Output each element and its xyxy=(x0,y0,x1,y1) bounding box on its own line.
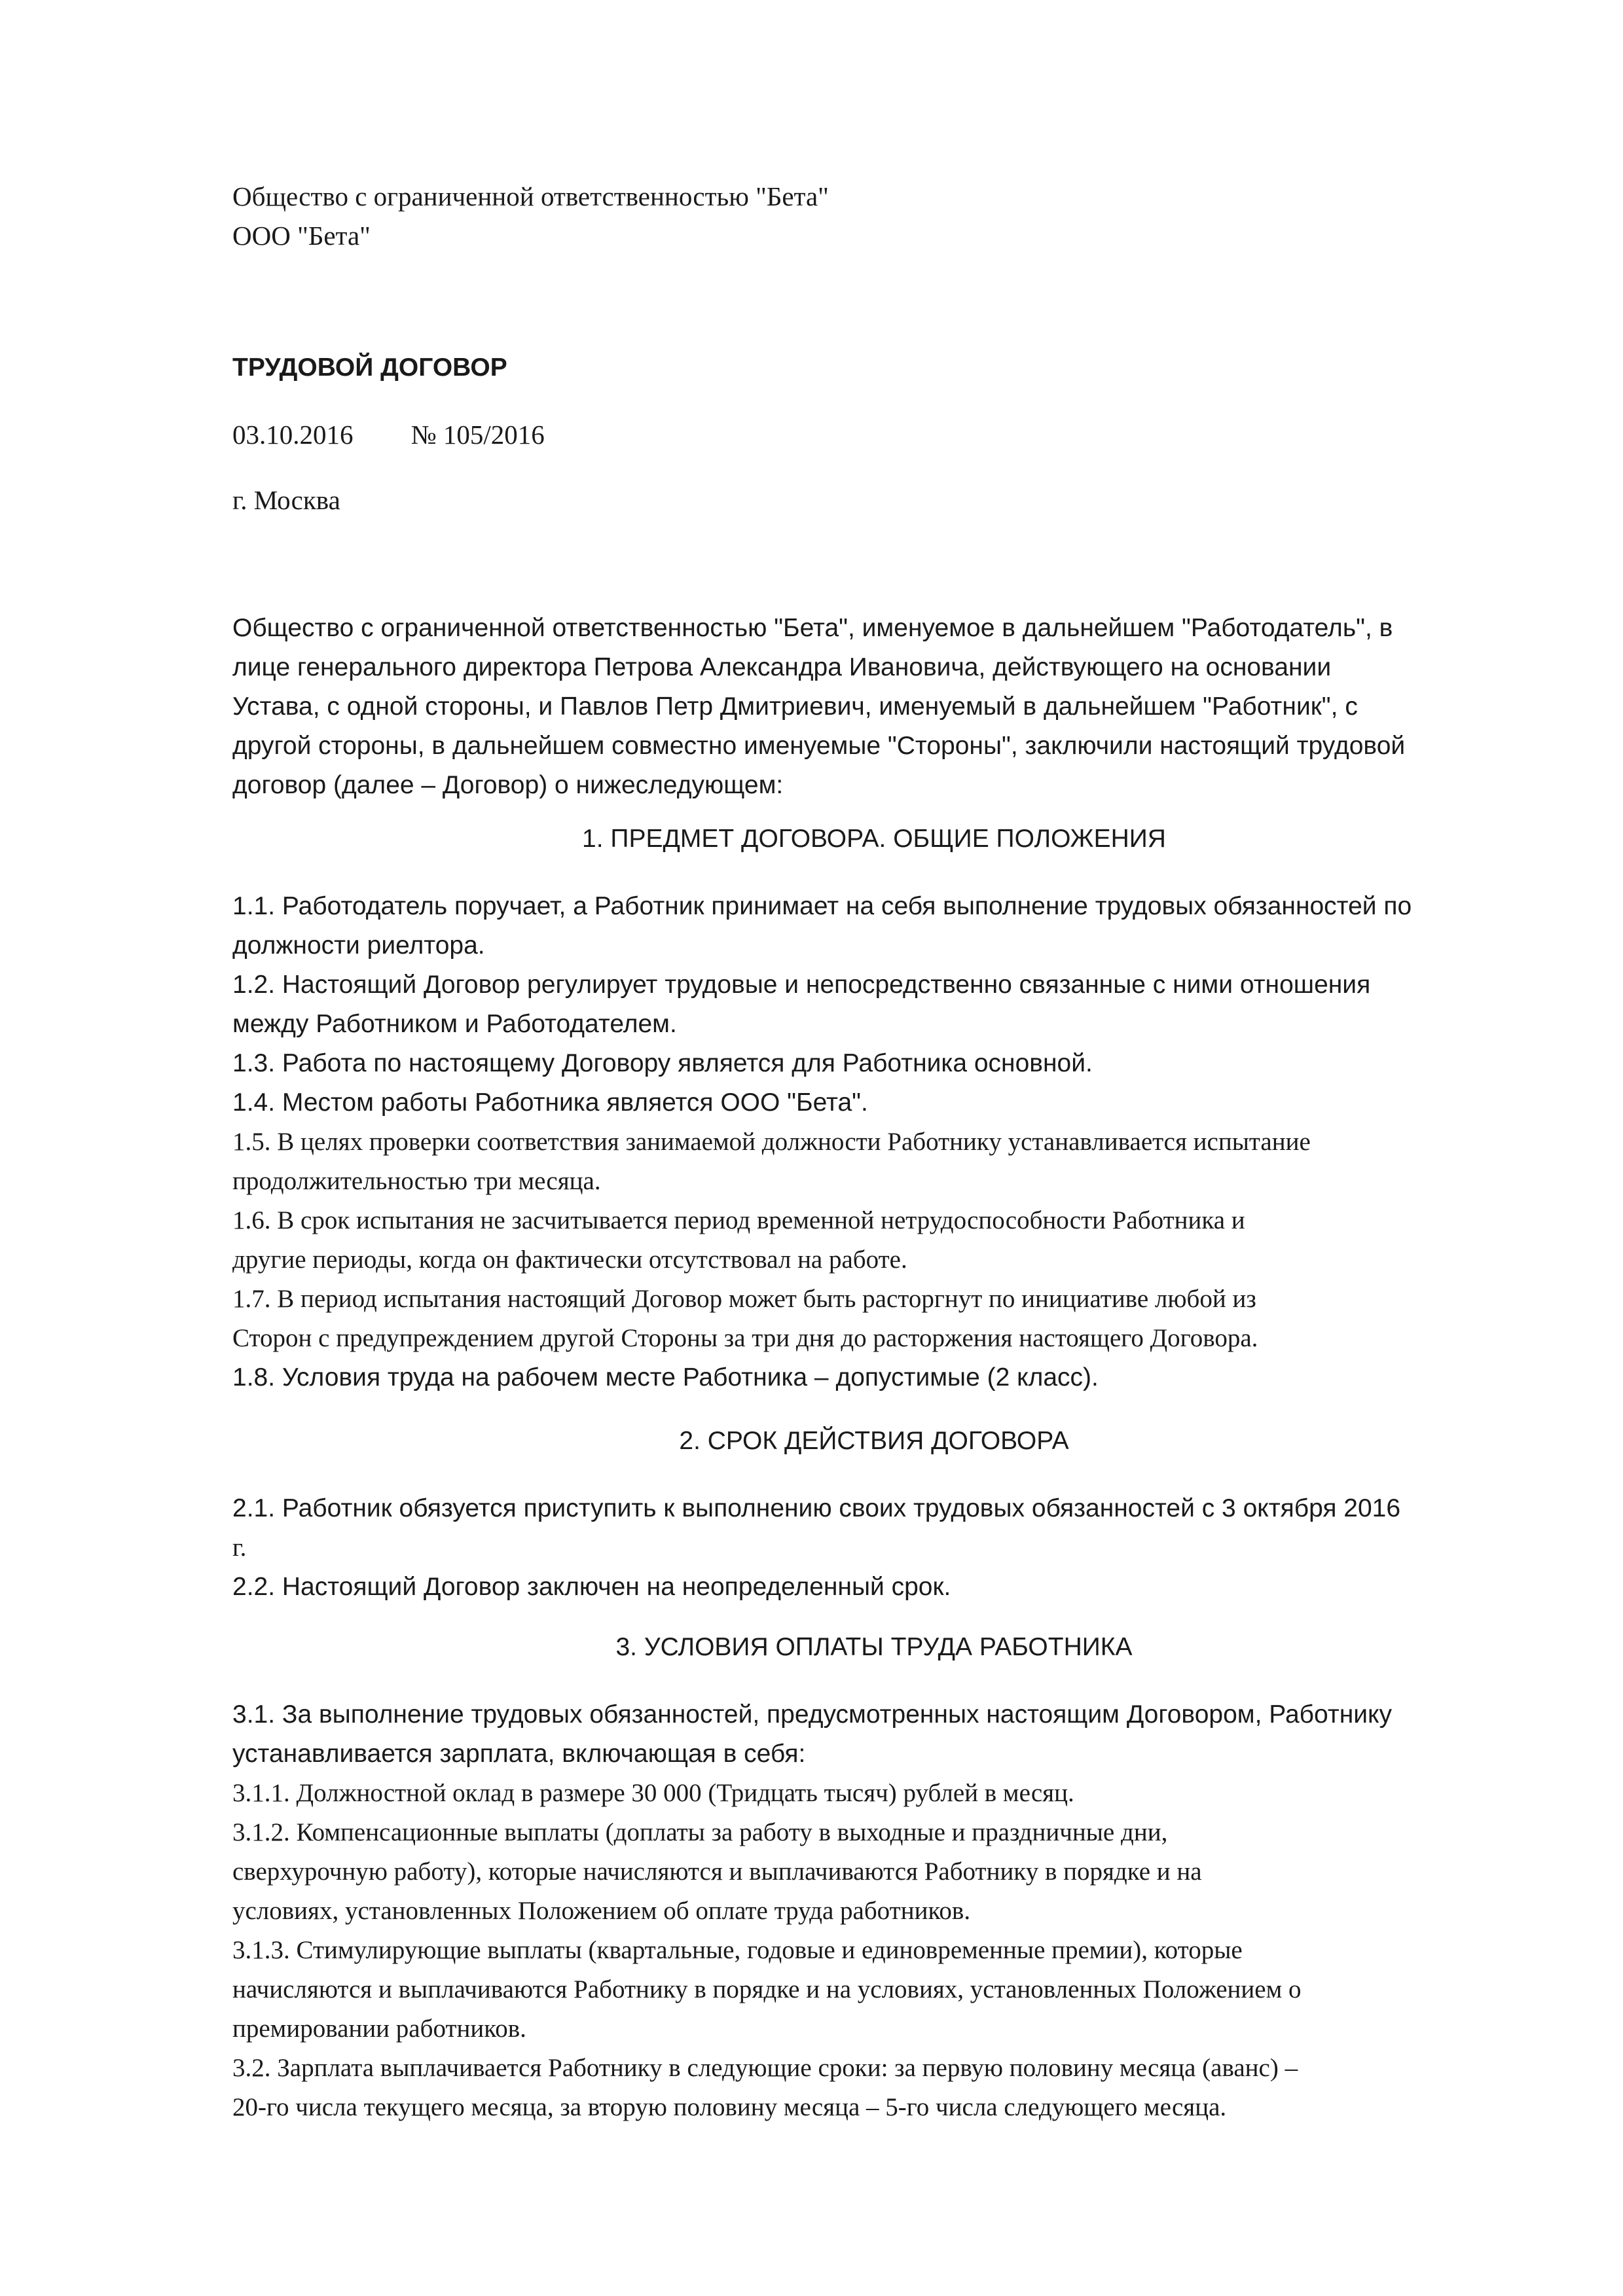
clause-line: 2.2. Настоящий Договор заключен на неопределенный срок. xyxy=(232,1573,951,1601)
clause-line: 3.1.1. Должностной оклад в размере 30 000 (Тридцать тысяч) рублей в месяц. xyxy=(232,1779,1074,1807)
preamble xyxy=(232,609,1516,805)
clause-line: начисляются и выплачиваются Работнику в порядке и на условиях, установленных Положением о xyxy=(232,1975,1302,2003)
section-heading-1: 1. ПРЕДМЕТ ДОГОВОРА. ОБЩИЕ ПОЛОЖЕНИЯ xyxy=(582,825,1166,853)
clause-line: другие периоды, когда он фактически отсутствовал на работе. xyxy=(232,1246,907,1274)
clause-line: Сторон с предупреждением другой Стороны за три дня до расторжения настоящего Договора. xyxy=(232,1324,1258,1352)
clause-line: условиях, установленных Положением об оплате труда работников. xyxy=(232,1897,971,1925)
preamble-line: Устава, с одной стороны, и Павлов Петр Дмитриевич, именуемый в дальнейшем "Работник", с xyxy=(232,692,1358,721)
document-number: № 105/2016 xyxy=(410,420,545,450)
clause-line: 1.7. В период испытания настоящий Договор может быть расторгнут по инициативе любой из xyxy=(232,1285,1256,1313)
clause-line: 1.6. В срок испытания не засчитывается период временной нетрудоспособности Работника и xyxy=(232,1206,1245,1234)
clause-line: 3.1.3. Стимулирующие выплаты (квартальные, годовые и единовременные премии), которые xyxy=(232,1936,1243,1964)
section-body-2 xyxy=(232,1489,1516,1607)
document-date: 03.10.2016 xyxy=(232,420,354,450)
clause-line: 20-го числа текущего месяца, за вторую половину месяца – 5-го числа следующего месяца. xyxy=(232,2093,1227,2121)
section-heading-2: 2. СРОК ДЕЙСТВИЯ ДОГОВОРА xyxy=(679,1427,1069,1455)
clause-line: между Работником и Работодателем. xyxy=(232,1010,677,1038)
document-city: г. Москва xyxy=(232,485,340,515)
org-full-name: Общество с ограниченной ответственностью "Бета" xyxy=(232,181,829,211)
preamble-line: договор (далее – Договор) о нижеследующем: xyxy=(232,771,784,799)
section-body-1 xyxy=(232,887,1516,1397)
document-title: ТРУДОВОЙ ДОГОВОР xyxy=(232,353,507,382)
clause-line: 1.4. Местом работы Работника является ООО "Бета". xyxy=(232,1088,868,1117)
clause-line: 1.5. В целях проверки соответствия занимаемой должности Работнику устанавливается испытание xyxy=(232,1128,1311,1156)
document-page xyxy=(232,177,1516,2121)
clause-line: 1.3. Работа по настоящему Договору является для Работника основной. xyxy=(232,1049,1093,1077)
date-number-line xyxy=(232,419,545,450)
clause-line: г. xyxy=(232,1534,247,1562)
clause-line: 1.1. Работодатель поручает, а Работник принимает на себя выполнение трудовых обязанностей по xyxy=(232,892,1412,920)
clause-line: должности риелтора. xyxy=(232,931,485,960)
preamble-line: лице генерального директора Петрова Александра Ивановича, действующего на основании xyxy=(232,653,1332,681)
org-short-name: ООО "Бета" xyxy=(232,221,371,251)
clause-line: устанавливается зарплата, включающая в себя: xyxy=(232,1740,806,1768)
clause-line: 3.2. Зарплата выплачивается Работнику в следующие сроки: за первую половину месяца (аванс) – xyxy=(232,2054,1298,2082)
clause-line: 3.1.2. Компенсационные выплаты (доплаты за работу в выходные и праздничные дни, xyxy=(232,1818,1168,1846)
section-heading-3: 3. УСЛОВИЯ ОПЛАТЫ ТРУДА РАБОТНИКА xyxy=(615,1633,1133,1661)
clause-line: 1.2. Настоящий Договор регулирует трудовые и непосредственно связанные с ними отношения xyxy=(232,971,1371,999)
preamble-line: Общество с ограниченной ответственностью "Бета", именуемое в дальнейшем "Работодатель", в xyxy=(232,614,1393,642)
clause-line: 2.1. Работник обязуется приступить к выполнению своих трудовых обязанностей с 3 октября 2016 xyxy=(232,1494,1401,1522)
section-body-3 xyxy=(232,1695,1516,2127)
clause-line: 1.8. Условия труда на рабочем месте Работника – допустимые (2 класс). xyxy=(232,1363,1099,1391)
clause-line: премировании работников. xyxy=(232,2015,526,2043)
clause-line: сверхурочную работу), которые начисляются и выплачиваются Работнику в порядке и на xyxy=(232,1857,1202,1886)
preamble-line: другой стороны, в дальнейшем совместно именуемые "Стороны", заключили настоящий трудовой xyxy=(232,732,1406,760)
clause-line: продолжительностью три месяца. xyxy=(232,1167,601,1195)
clause-line: 3.1. За выполнение трудовых обязанностей, предусмотренных настоящим Договором, Работнику xyxy=(232,1700,1393,1729)
